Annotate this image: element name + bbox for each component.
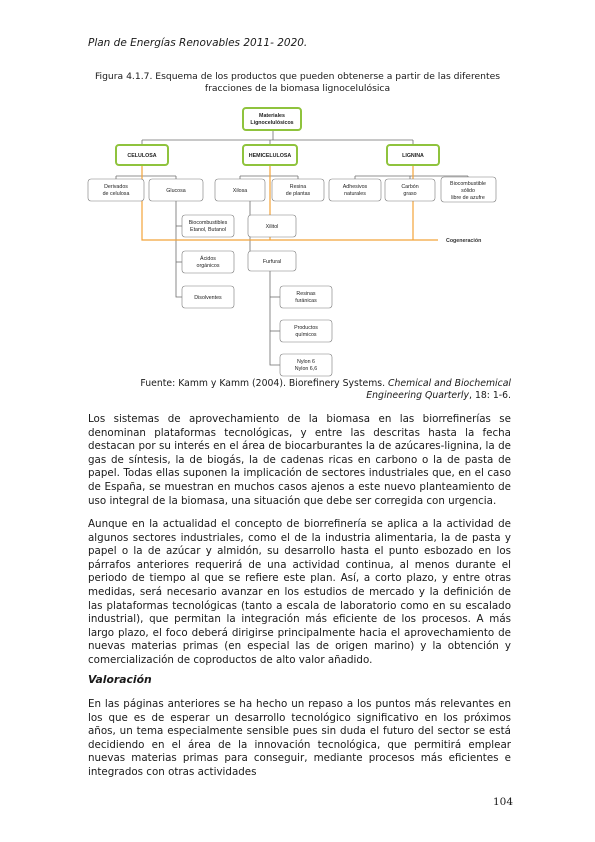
node-xilitol-label: Xilitol <box>265 224 279 230</box>
source-suffix: , 18: 1-6. <box>469 390 511 401</box>
node-nylon-line-2: Nylon 6,6 <box>294 366 318 372</box>
node-resinas-furanicas <box>280 286 332 308</box>
node-nylon-line-1: Nylon 6 <box>297 359 315 365</box>
node-biocomb-liq-line-1: Biocombustibles <box>188 220 228 226</box>
node-nylon <box>280 354 332 376</box>
node-resinas-fur-line-1: Resinas <box>296 291 316 297</box>
node-furfural-label: Furfural <box>262 259 282 265</box>
figure-caption-line-1: Figura 4.1.7. Esquema de los productos que pueden obtenerse a partir de las diferentes <box>94 71 501 82</box>
node-acidos-line-2: orgánicos <box>196 263 220 269</box>
node-materiales-lignocelulosicos <box>243 108 301 130</box>
node-resina-line-1: Resina <box>289 184 307 190</box>
node-lignina-label: LIGNINA <box>402 153 424 159</box>
figure-caption-line-2: fracciones de la biomasa lignocelulósica <box>204 83 391 94</box>
node-biocomb-solido-line-1: Biocombustible <box>450 181 486 187</box>
cogeneracion-label: Cogeneración <box>446 238 482 244</box>
node-adhesivos-naturales <box>329 179 381 201</box>
node-biocombustible-solido <box>441 177 496 202</box>
connector-glucosa-trunk <box>176 201 182 297</box>
node-derivados-de-celulosa <box>88 179 144 201</box>
node-glucosa <box>149 179 203 201</box>
node-productos-line-1: Productos <box>294 325 318 331</box>
node-xilosa <box>215 179 265 201</box>
node-resinas-fur-line-2: furánicas <box>295 298 317 304</box>
node-productos-line-2: químicos <box>295 332 317 338</box>
node-celulosa <box>116 145 168 165</box>
node-furfural <box>248 251 296 271</box>
node-carbon-line-2: graso <box>403 191 417 197</box>
node-hemicelulosa-label: HEMICELULOSA <box>248 153 292 159</box>
node-adhesivos-line-1: Adhesivos <box>342 184 368 190</box>
node-acidos-organicos <box>182 251 234 273</box>
node-carbon-graso <box>385 179 435 201</box>
node-celulosa-label: CELULOSA <box>127 153 157 159</box>
node-acidos-line-1: Ácidos <box>200 256 216 262</box>
biomass-products-diagram <box>0 0 595 380</box>
node-derivados-line-2: de celulosa <box>102 191 130 197</box>
source-journal: Chemical and Biochemical Engineering Quarterly <box>366 378 511 401</box>
node-carbon-line-1: Carbón <box>401 184 419 190</box>
node-biocombustibles-etanol-butanol <box>182 215 234 237</box>
running-header: Plan de Energías Renovables 2011- 2020. <box>88 37 308 49</box>
node-disolventes-label: Disolventes <box>194 295 222 301</box>
section-title-valoracion: Valoración <box>88 673 152 686</box>
node-resina-de-plantas <box>272 179 324 201</box>
paragraph-plataformas: Los sistemas de aprovechamiento de la biomasa en las biorrefinerías se denominan plataformas tecnológicas, y entre las descritas hasta la fecha destacan por su interés en el área de biocarburantes la de azúcares-lignina, la de gas de síntesis, la de biogás, la de cadenas ricas en carbono o la de pasta de papel. Todas ellas suponen la implicación de sectores industriales que, en el caso de España, se muestran en muchos casos ajenos a este nuevo planteamiento de uso integral de la biomasa, una situación que debe ser corregida con urgencia. <box>88 413 511 507</box>
page-number: 104 <box>493 796 514 808</box>
node-biocomb-solido-line-2: sólido <box>461 188 475 194</box>
node-resina-line-2: de plantas <box>285 191 311 197</box>
node-disolventes <box>182 286 234 308</box>
paragraph-biorrefineria: Aunque en la actualidad el concepto de biorrefinería se aplica a la actividad de algunos sectores industriales, como el de la industria alimentaria, la de pasta y papel o la de azúcar y almidón, su desarrollo hasta el punto esbozado en los párrafos anteriores requerirá de una actividad continua, al menos durante el periodo de tiempo al que se refiere este plan. Así, a corto plazo, y entre otras medidas, será necesario avanzar en los estudios de mercado y la definición de las plataformas tecnológicas (tanto a escala de laboratorio como en su escalado industrial), que permitan la integración más eficiente de los procesos. A más largo plazo, el foco deberá dirigirse principalmente hacia el aprovechamiento de nuevas materias primas (en especial las de origen marino) y la obtención y comercialización de coproductos de alto valor añadido. <box>88 518 511 666</box>
paragraph-valoracion: En las páginas anteriores se ha hecho un repaso a los puntos más relevantes en los que es de esperar un desarrollo tecnológico significativo en los próximos años, un tema especialmente sensible pues sin duda el futuro del sector se está decidiendo en el área de la innovación tecnológica, que permitirá emplear nuevas materias primas para conseguir, mediante procesos más eficientes e integrados con otras actividades <box>88 698 511 778</box>
node-adhesivos-line-2: naturales <box>344 191 366 197</box>
source-prefix: Fuente: Kamm y Kamm (2004). Biorefinery Systems. <box>140 378 389 389</box>
node-xilitol <box>248 215 296 237</box>
node-lignina <box>387 145 439 165</box>
node-materiales-line-1: Materiales <box>259 113 285 119</box>
node-hemicelulosa <box>243 145 297 165</box>
node-productos-quimicos <box>280 320 332 342</box>
node-derivados-line-1: Derivados <box>104 184 128 190</box>
node-materiales-line-2: Lignocelulósicos <box>250 120 294 126</box>
node-biocomb-liq-line-2: Etanol, Butanol <box>190 227 226 233</box>
figure-source <box>88 378 511 402</box>
node-glucosa-label: Glucosa <box>166 188 186 194</box>
node-xilosa-label: Xilosa <box>232 188 248 194</box>
connector-furfural-trunk <box>270 271 280 365</box>
node-biocomb-solido-line-3: libre de azufre <box>451 195 485 201</box>
